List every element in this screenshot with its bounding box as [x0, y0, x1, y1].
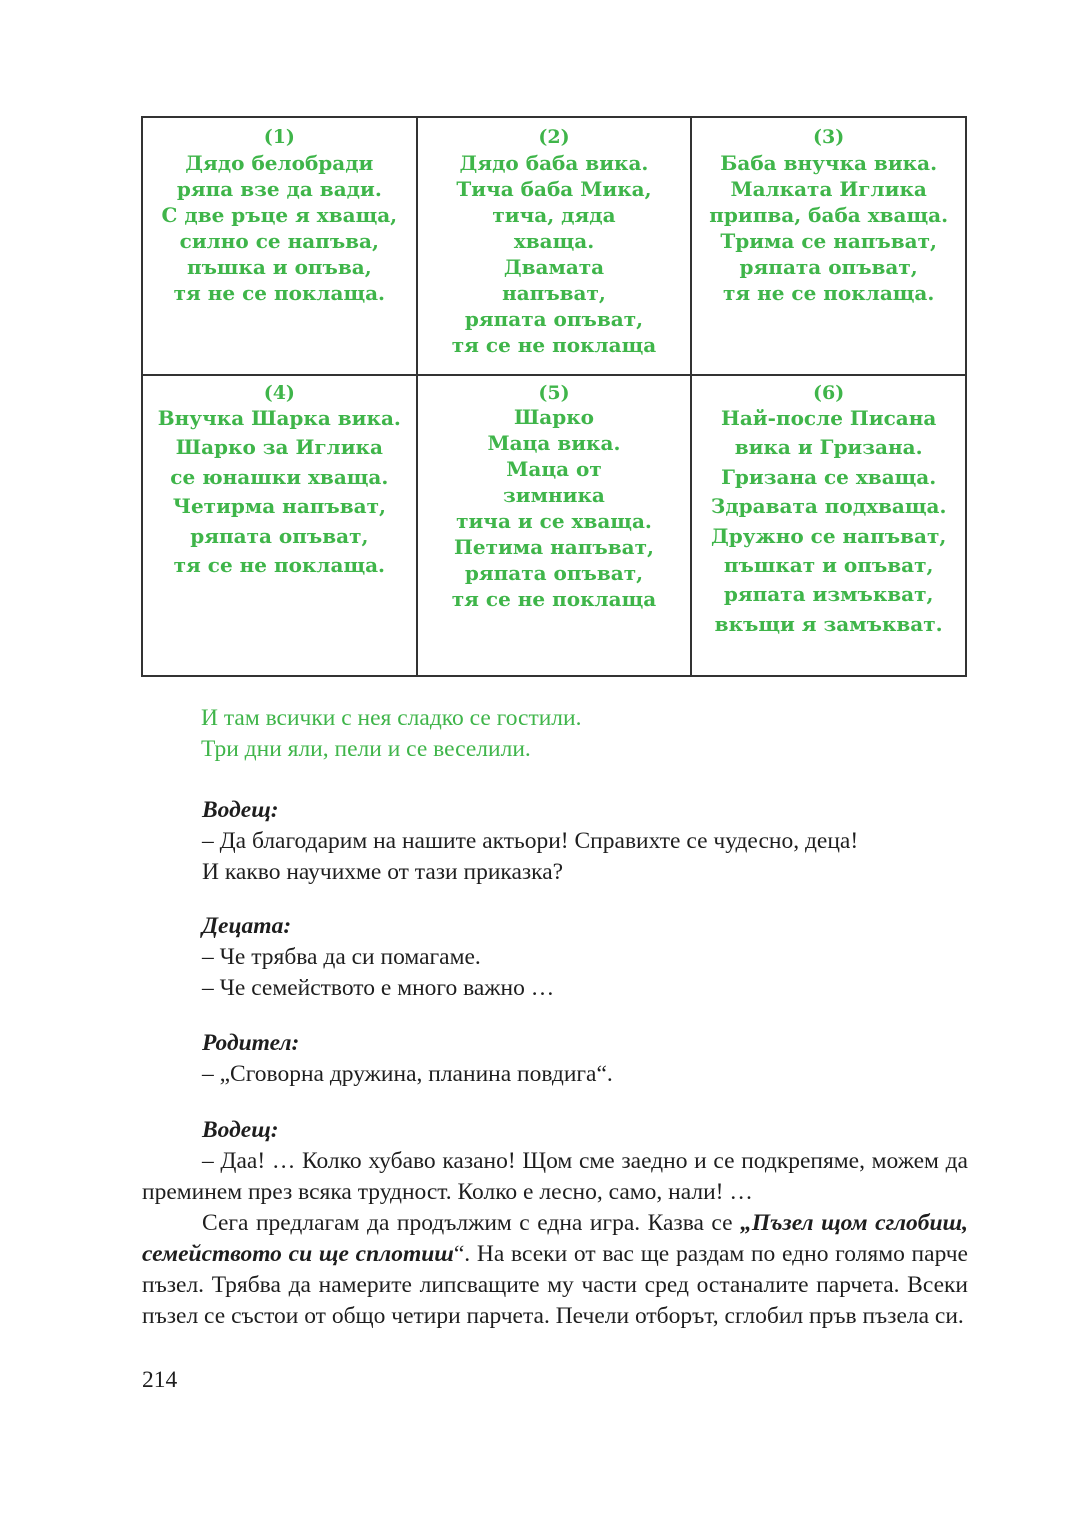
- cell-number: (6): [813, 382, 845, 404]
- verse-line: пъшка и опъва,: [186, 255, 372, 279]
- verse-line: Маца от: [506, 457, 602, 481]
- verse-cell-2: [417, 117, 692, 375]
- cell-number: (4): [263, 382, 295, 404]
- verse-line: Шарко за Иглика: [175, 435, 383, 460]
- verse-line: Двамата: [503, 255, 605, 279]
- verse-line: тя не се поклаща.: [722, 281, 935, 305]
- verse-line: Здравата подхваща.: [710, 494, 947, 519]
- verse-line: Гризана се хваща.: [721, 464, 937, 489]
- game-title: „Пъзел щом сглобиш, семейството си ще сплотиш: [142, 1210, 968, 1267]
- dialog-block-host: [142, 795, 968, 888]
- verse-line: Баба внучка вика.: [720, 151, 938, 175]
- verse-line: тя се не поклаща: [451, 587, 657, 611]
- verse-line: Внучка Шарка вика.: [157, 406, 401, 430]
- verse-line: напъват,: [502, 281, 606, 305]
- dialog-line: – „Сговорна дружина, планина повдига“.: [202, 1061, 613, 1087]
- closing-verse: [201, 703, 582, 765]
- verse-line: ряпа взе да вади.: [176, 177, 382, 201]
- verse-line: зимника: [503, 483, 605, 507]
- verse-line: припва, баба хваща.: [709, 203, 949, 227]
- dialog-line: И какво научихме от тази приказка?: [202, 859, 564, 885]
- verse-line: Шарко: [513, 405, 595, 429]
- dialog-block-children: [142, 911, 968, 1004]
- verse-line: силно се напъва,: [179, 229, 379, 253]
- verse-line: Дружно се напъват,: [710, 523, 947, 548]
- dialog-line: – Че семейството е много важно …: [202, 975, 555, 1001]
- verse-line: тича и се хваща.: [456, 509, 652, 533]
- verse-line: тя се не поклаща.: [173, 553, 386, 578]
- verse-line: Дядо баба вика.: [459, 151, 649, 175]
- verse-line: се юнашки хваща.: [170, 464, 389, 489]
- verse-line: Тича баба Мика,: [456, 177, 652, 201]
- verse-line: вкъщи я замъкват.: [714, 611, 943, 636]
- verse-line: Четирма напъват,: [172, 494, 386, 519]
- verse-line: С две ръце я хваща,: [161, 203, 398, 227]
- speaker-label: Родител:: [202, 1030, 300, 1056]
- cell-number: (2): [538, 126, 570, 148]
- verse-line: Три дни яли, пели и се веселили.: [201, 736, 531, 762]
- verse-line: пъшкат и опъват,: [723, 553, 934, 578]
- verse-line: Трима се напъват,: [720, 229, 937, 253]
- verse-line: тя не се поклаща.: [173, 281, 386, 305]
- cell-number: (3): [813, 126, 845, 148]
- verse-line: Маца вика.: [487, 431, 621, 455]
- verse-cell-6: [691, 375, 966, 676]
- speaker-label: Водещ:: [202, 797, 279, 823]
- cell-number: (1): [263, 126, 295, 148]
- verse-cell-5: [417, 375, 692, 676]
- verse-cell-3: [691, 117, 966, 375]
- dialog-line: – Да благодарим на нашите актьори! Справихте се чудесно, деца!: [202, 828, 859, 854]
- verse-line: тя се не поклаща: [451, 333, 657, 357]
- verse-line: И там всички с нея сладко се гостили.: [201, 705, 582, 731]
- speaker-label: Децата:: [202, 913, 292, 939]
- verse-line: ряпата опъват,: [464, 307, 644, 331]
- verse-line: ряпата измъкват,: [723, 582, 934, 607]
- paragraph-text: “. На всеки от вас ще раздам по едно голямо парче пъзел. Трябва да намерите липсващите му части сред останалите парчета. Всеки пъзел се състои от общо четири парчета. Печели отборът, сглобил пръв пъзела си.: [142, 1241, 968, 1329]
- verse-table: [141, 116, 967, 677]
- paragraph: – Даа! … Колко хубаво казано! Щом сме заедно и се подкрепяме, можем да преминем през всяка трудност. Колко е лесно, само, нали! …: [142, 1148, 968, 1205]
- verse-line: Най-после Писана: [720, 406, 937, 430]
- verse-line: хваща.: [513, 229, 595, 253]
- speaker-label: Водещ:: [202, 1117, 279, 1143]
- dialog-block-parent: [142, 1028, 968, 1090]
- verse-line: Малката Иглика: [730, 177, 927, 201]
- verse-line: ряпата опъват,: [190, 523, 369, 548]
- verse-line: вика и Гризана.: [734, 435, 923, 460]
- dialog-line: – Че трябва да си помагаме.: [202, 944, 481, 970]
- verse-cell-4: [142, 375, 417, 676]
- verse-line: тича, дяда: [492, 203, 616, 227]
- dialog-block-host-2: [142, 1115, 968, 1332]
- verse-line: ряпата опъват,: [464, 561, 644, 585]
- verse-line: Дядо белобради: [185, 151, 374, 175]
- verse-cell-1: [142, 117, 417, 375]
- verse-line: Петима напъват,: [454, 535, 654, 559]
- verse-line: ряпата опъват,: [739, 255, 918, 279]
- cell-number: (5): [538, 382, 570, 404]
- paragraph-text: Сега предлагам да продължим с една игра. Казва се: [202, 1210, 741, 1236]
- paragraph: [142, 1208, 968, 1332]
- page-number: 214: [142, 1367, 178, 1393]
